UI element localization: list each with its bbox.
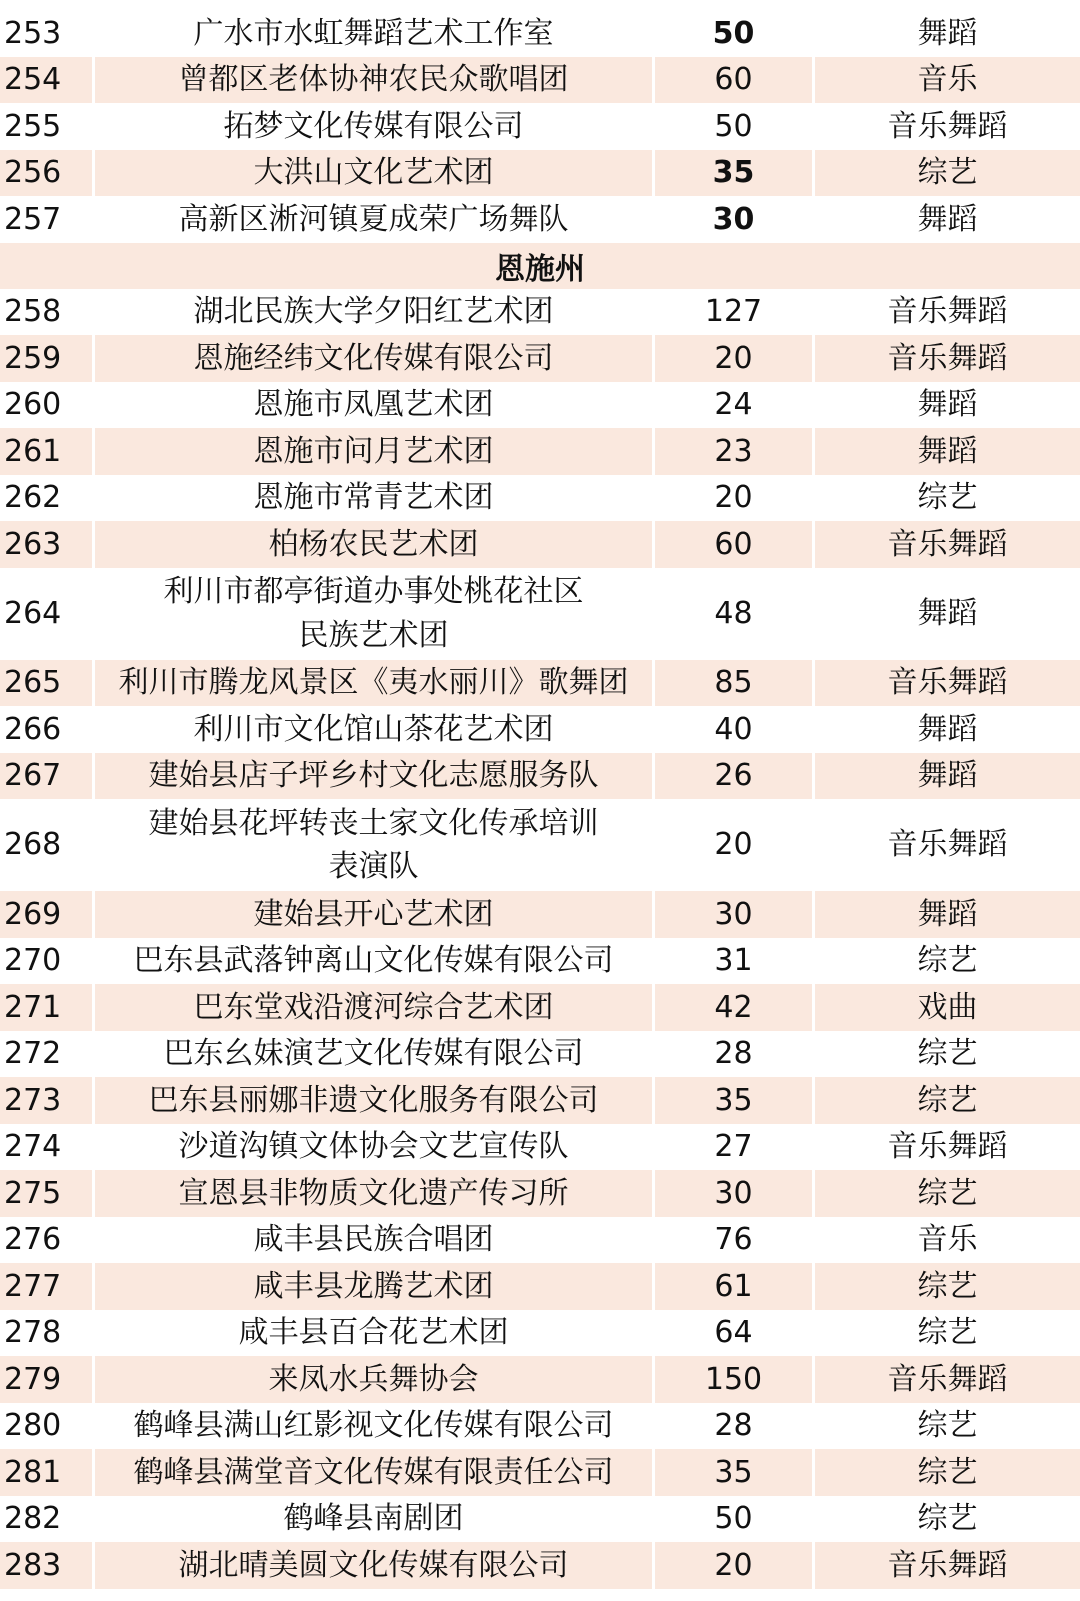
table-row [0, 475, 1080, 522]
row-number-cell [0, 753, 95, 800]
table-row [0, 1403, 1080, 1450]
row-name-cell [95, 1031, 655, 1078]
row-number-cell [0, 568, 95, 660]
row-count: 42 [714, 989, 753, 1025]
row-number: 258 [4, 294, 62, 329]
row-category-cell [815, 568, 1080, 660]
row-name: 来凤水兵舞协会 [268, 1361, 479, 1397]
row-category-cell [815, 1449, 1080, 1496]
row-name: 广水市水虹舞蹈艺术工作室 [193, 15, 554, 51]
row-count-cell [655, 1077, 815, 1124]
row-name: 巴东堂戏沿渡河综合艺术团 [193, 989, 554, 1025]
row-count: 76 [714, 1222, 753, 1257]
row-number-cell [0, 1496, 95, 1543]
row-number-cell [0, 382, 95, 429]
row-number-cell [0, 1542, 95, 1589]
table-row [0, 799, 1080, 891]
row-category-cell [815, 706, 1080, 753]
row-name-cell [95, 660, 655, 707]
row-name: 咸丰县龙腾艺术团 [253, 1268, 494, 1304]
table-row [0, 103, 1080, 150]
table-row [0, 382, 1080, 429]
row-number-cell [0, 706, 95, 753]
row-number: 270 [4, 943, 62, 978]
row-number-cell [0, 1170, 95, 1217]
table-row [0, 1263, 1080, 1310]
row-count-cell [655, 706, 815, 753]
row-category-cell [815, 335, 1080, 382]
row-count-cell [655, 103, 815, 150]
row-number-cell [0, 103, 95, 150]
row-category-cell [815, 150, 1080, 197]
row-name: 鹤峰县满山红影视文化传媒有限公司 [133, 1408, 614, 1443]
row-name-cell [95, 1077, 655, 1124]
table-row [0, 150, 1080, 197]
row-number-cell [0, 891, 95, 938]
row-count: 30 [714, 1175, 753, 1211]
table-row [0, 428, 1080, 475]
row-number: 254 [4, 62, 62, 97]
table-row [0, 1170, 1080, 1217]
row-category-cell [815, 428, 1080, 475]
table-row [0, 1124, 1080, 1171]
row-category-cell [815, 1031, 1080, 1078]
row-number-cell [0, 521, 95, 568]
row-number-cell [0, 289, 95, 336]
row-name: 建始县店子坪乡村文化志愿服务队 [148, 758, 599, 793]
row-count-cell [655, 568, 815, 660]
table-row [0, 10, 1080, 57]
table-row [0, 891, 1080, 938]
row-count: 35 [712, 155, 755, 190]
row-count: 28 [714, 1408, 753, 1443]
row-category: 综艺 [917, 1501, 978, 1536]
row-count: 60 [714, 526, 753, 562]
row-count-cell [655, 1263, 815, 1310]
row-number: 276 [4, 1222, 62, 1257]
row-name: 恩施市凤凰艺术团 [253, 387, 494, 422]
row-number: 279 [4, 1361, 62, 1397]
row-category-cell [815, 1170, 1080, 1217]
row-category: 综艺 [917, 1036, 978, 1071]
row-count-cell [655, 521, 815, 568]
row-count: 40 [714, 711, 753, 747]
table-row [0, 984, 1080, 1031]
row-number-cell [0, 1403, 95, 1450]
row-name: 高新区淅河镇夏成荣广场舞队 [178, 201, 569, 237]
row-category: 音乐舞蹈 [887, 526, 1008, 562]
row-count-cell [655, 150, 815, 197]
row-category: 综艺 [917, 1082, 978, 1118]
row-count: 28 [714, 1036, 753, 1071]
row-number: 260 [4, 387, 62, 422]
row-category: 舞蹈 [917, 595, 978, 631]
row-count-cell [655, 335, 815, 382]
row-number-cell [0, 1077, 95, 1124]
row-number: 267 [4, 758, 62, 793]
row-number: 275 [4, 1175, 62, 1211]
row-category: 舞蹈 [917, 433, 978, 469]
row-count-cell [655, 1542, 815, 1589]
row-count-cell [655, 984, 815, 1031]
row-number-cell [0, 335, 95, 382]
row-number-cell [0, 1449, 95, 1496]
row-count: 64 [714, 1315, 753, 1350]
row-count-cell [655, 1403, 815, 1450]
row-name: 宣恩县非物质文化遗产传习所 [178, 1175, 569, 1211]
row-name-cell [95, 1124, 655, 1171]
row-count-cell [655, 1124, 815, 1171]
row-category: 综艺 [917, 943, 978, 978]
row-category: 舞蹈 [917, 711, 978, 747]
row-category: 舞蹈 [917, 896, 978, 932]
table-row [0, 521, 1080, 568]
row-category: 综艺 [917, 1175, 978, 1211]
row-count: 50 [714, 108, 753, 144]
row-count-cell [655, 1356, 815, 1403]
row-number-cell [0, 1217, 95, 1264]
row-number: 273 [4, 1082, 62, 1118]
row-number: 261 [4, 433, 62, 469]
table-row [0, 1031, 1080, 1078]
row-count-cell [655, 1449, 815, 1496]
row-number-cell [0, 475, 95, 522]
row-number: 256 [4, 155, 62, 190]
row-name: 利川市都亭街道办事处桃花社区 民族艺术团 [163, 574, 584, 653]
row-name-cell [95, 1542, 655, 1589]
row-number: 274 [4, 1129, 62, 1164]
row-name-cell [95, 150, 655, 197]
row-count-cell [655, 10, 815, 57]
row-name: 湖北民族大学夕阳红艺术团 [193, 294, 554, 329]
row-category-cell [815, 1403, 1080, 1450]
row-category-cell [815, 1542, 1080, 1589]
row-category: 舞蹈 [917, 387, 978, 422]
row-name: 巴东幺妹演艺文化传媒有限公司 [163, 1036, 584, 1071]
row-number: 278 [4, 1315, 62, 1350]
row-count: 150 [704, 1361, 763, 1397]
row-count: 26 [714, 758, 753, 793]
row-name-cell [95, 1449, 655, 1496]
row-number: 281 [4, 1454, 62, 1490]
row-category-cell [815, 891, 1080, 938]
table-row [0, 1217, 1080, 1264]
row-number: 263 [4, 526, 62, 562]
row-category: 综艺 [917, 1268, 978, 1304]
row-count: 30 [714, 896, 753, 932]
row-number: 266 [4, 711, 62, 747]
row-count: 85 [714, 665, 753, 700]
row-count: 20 [714, 1547, 753, 1583]
table-row [0, 1496, 1080, 1543]
row-number-cell [0, 984, 95, 1031]
row-count-cell [655, 938, 815, 985]
row-number: 280 [4, 1408, 62, 1443]
row-count-cell [655, 891, 815, 938]
row-category: 音乐舞蹈 [887, 108, 1008, 144]
row-number-cell [0, 1356, 95, 1403]
row-name-cell [95, 891, 655, 938]
row-name-cell [95, 1217, 655, 1264]
row-name-cell [95, 753, 655, 800]
row-count-cell [655, 1496, 815, 1543]
row-name-cell [95, 1170, 655, 1217]
table-body-bottom [0, 289, 1080, 1589]
row-category: 戏曲 [917, 989, 978, 1025]
row-category-cell [815, 1310, 1080, 1357]
row-count-cell [655, 660, 815, 707]
row-count-cell [655, 382, 815, 429]
table-row [0, 57, 1080, 104]
row-name-cell [95, 568, 655, 660]
row-category-cell [815, 1356, 1080, 1403]
row-category-cell [815, 1077, 1080, 1124]
row-count: 20 [714, 480, 753, 515]
row-number-cell [0, 1124, 95, 1171]
row-count-cell [655, 753, 815, 800]
row-category: 综艺 [917, 480, 978, 515]
row-category-cell [815, 1124, 1080, 1171]
row-category: 音乐 [917, 62, 978, 97]
row-count: 48 [714, 595, 753, 631]
row-category-cell [815, 10, 1080, 57]
row-category-cell [815, 521, 1080, 568]
row-category-cell [815, 1217, 1080, 1264]
table-row [0, 289, 1080, 336]
row-category-cell [815, 1263, 1080, 1310]
row-name: 湖北晴美圆文化传媒有限公司 [178, 1547, 569, 1583]
row-count-cell [655, 1170, 815, 1217]
row-name: 巴东县丽娜非遗文化服务有限公司 [148, 1082, 599, 1118]
row-name: 建始县开心艺术团 [253, 896, 494, 932]
row-name-cell [95, 196, 655, 243]
section-header [0, 243, 1080, 289]
row-name-cell [95, 57, 655, 104]
row-number: 257 [4, 201, 62, 237]
table-row [0, 1449, 1080, 1496]
row-number: 259 [4, 340, 62, 376]
row-number-cell [0, 1310, 95, 1357]
row-count-cell [655, 196, 815, 243]
row-name: 咸丰县百合花艺术团 [238, 1315, 509, 1350]
row-name-cell [95, 938, 655, 985]
row-category: 舞蹈 [917, 758, 978, 793]
row-count-cell [655, 799, 815, 891]
row-category: 音乐舞蹈 [887, 665, 1008, 700]
row-name-cell [95, 799, 655, 891]
table-row [0, 1077, 1080, 1124]
table-row [0, 660, 1080, 707]
row-count-cell [655, 1031, 815, 1078]
row-name-cell [95, 289, 655, 336]
row-name: 利川市腾龙风景区《夷水丽川》歌舞团 [118, 665, 629, 700]
row-name: 鹤峰县南剧团 [283, 1501, 464, 1536]
row-category-cell [815, 1496, 1080, 1543]
row-number: 277 [4, 1268, 62, 1304]
row-number: 282 [4, 1501, 62, 1536]
table-row [0, 938, 1080, 985]
row-name-cell [95, 10, 655, 57]
row-category: 音乐舞蹈 [887, 340, 1008, 376]
table-row [0, 1356, 1080, 1403]
row-number: 283 [4, 1547, 62, 1583]
row-category-cell [815, 984, 1080, 1031]
row-name-cell [95, 475, 655, 522]
row-count-cell [655, 57, 815, 104]
row-count: 127 [704, 294, 763, 329]
row-name-cell [95, 984, 655, 1031]
row-count: 24 [714, 387, 753, 422]
row-count: 50 [712, 15, 755, 51]
row-number-cell [0, 799, 95, 891]
row-count: 20 [714, 340, 753, 376]
row-number-cell [0, 660, 95, 707]
row-number: 255 [4, 108, 62, 144]
table-row [0, 568, 1080, 660]
row-count: 23 [714, 433, 753, 469]
row-name: 建始县花坪转丧土家文化传承培训 表演队 [148, 805, 599, 884]
row-category: 综艺 [917, 1454, 978, 1490]
row-name-cell [95, 1263, 655, 1310]
row-category-cell [815, 753, 1080, 800]
row-category-cell [815, 196, 1080, 243]
row-name: 利川市文化馆山茶花艺术团 [193, 711, 554, 747]
row-category-cell [815, 382, 1080, 429]
row-count-cell [655, 1217, 815, 1264]
row-count: 30 [712, 201, 755, 237]
row-category: 音乐舞蹈 [887, 827, 1008, 863]
row-number: 264 [4, 595, 62, 631]
table-row [0, 1542, 1080, 1589]
table-row [0, 335, 1080, 382]
row-number-cell [0, 428, 95, 475]
row-name: 拓梦文化传媒有限公司 [223, 108, 524, 144]
row-category: 音乐舞蹈 [887, 294, 1008, 329]
row-number-cell [0, 10, 95, 57]
row-name: 柏杨农民艺术团 [268, 526, 479, 562]
row-number-cell [0, 150, 95, 197]
row-category-cell [815, 938, 1080, 985]
row-category: 综艺 [917, 1408, 978, 1443]
row-count-cell [655, 428, 815, 475]
row-count: 60 [714, 62, 753, 97]
row-number-cell [0, 1263, 95, 1310]
row-number: 262 [4, 480, 62, 515]
row-category-cell [815, 475, 1080, 522]
table-row [0, 706, 1080, 753]
row-number: 272 [4, 1036, 62, 1071]
row-name-cell [95, 382, 655, 429]
row-number-cell [0, 57, 95, 104]
row-name-cell [95, 1403, 655, 1450]
row-number-cell [0, 938, 95, 985]
row-name: 恩施市常青艺术团 [253, 480, 494, 515]
row-count-cell [655, 475, 815, 522]
row-category-cell [815, 799, 1080, 891]
row-number: 271 [4, 989, 62, 1025]
row-category: 综艺 [917, 1315, 978, 1350]
row-count: 50 [714, 1501, 753, 1536]
row-name-cell [95, 1310, 655, 1357]
row-category: 音乐舞蹈 [887, 1361, 1008, 1397]
row-number-cell [0, 196, 95, 243]
row-category: 舞蹈 [917, 201, 978, 237]
row-name-cell [95, 1356, 655, 1403]
row-name-cell [95, 428, 655, 475]
row-number: 269 [4, 896, 62, 932]
row-name-cell [95, 103, 655, 150]
row-name: 沙道沟镇文体协会文艺宣传队 [178, 1129, 569, 1164]
row-name-cell [95, 706, 655, 753]
row-name: 大洪山文化艺术团 [253, 155, 494, 190]
row-category-cell [815, 57, 1080, 104]
table-row [0, 1310, 1080, 1357]
row-name: 曾都区老体协神农民众歌唱团 [178, 62, 569, 97]
table-row [0, 753, 1080, 800]
row-name-cell [95, 335, 655, 382]
row-name: 鹤峰县满堂音文化传媒有限责任公司 [133, 1454, 614, 1490]
table-body-top [0, 10, 1080, 243]
row-name-cell [95, 1496, 655, 1543]
row-name: 恩施经纬文化传媒有限公司 [193, 340, 554, 376]
row-category-cell [815, 660, 1080, 707]
row-category-cell [815, 289, 1080, 336]
row-count-cell [655, 289, 815, 336]
row-count: 35 [714, 1082, 753, 1118]
row-category: 音乐 [917, 1222, 978, 1257]
row-count: 27 [714, 1129, 753, 1164]
row-number: 265 [4, 665, 62, 700]
row-count: 61 [714, 1268, 753, 1304]
row-count: 31 [714, 943, 753, 978]
row-category: 音乐舞蹈 [887, 1129, 1008, 1164]
row-category: 舞蹈 [917, 15, 978, 51]
row-number: 253 [4, 15, 62, 51]
row-category: 音乐舞蹈 [887, 1547, 1008, 1583]
row-count: 35 [714, 1454, 753, 1490]
row-category-cell [815, 103, 1080, 150]
section-title: 恩施州 [495, 251, 585, 287]
row-number: 268 [4, 827, 62, 863]
row-number-cell [0, 1031, 95, 1078]
row-category: 综艺 [917, 155, 978, 190]
row-name-cell [95, 521, 655, 568]
troupe-table [0, 10, 1080, 1589]
row-name: 恩施市问月艺术团 [253, 433, 494, 469]
row-count: 20 [714, 827, 753, 863]
row-count-cell [655, 1310, 815, 1357]
row-name: 咸丰县民族合唱团 [253, 1222, 494, 1257]
row-name: 巴东县武落钟离山文化传媒有限公司 [133, 943, 614, 978]
table-row [0, 196, 1080, 243]
